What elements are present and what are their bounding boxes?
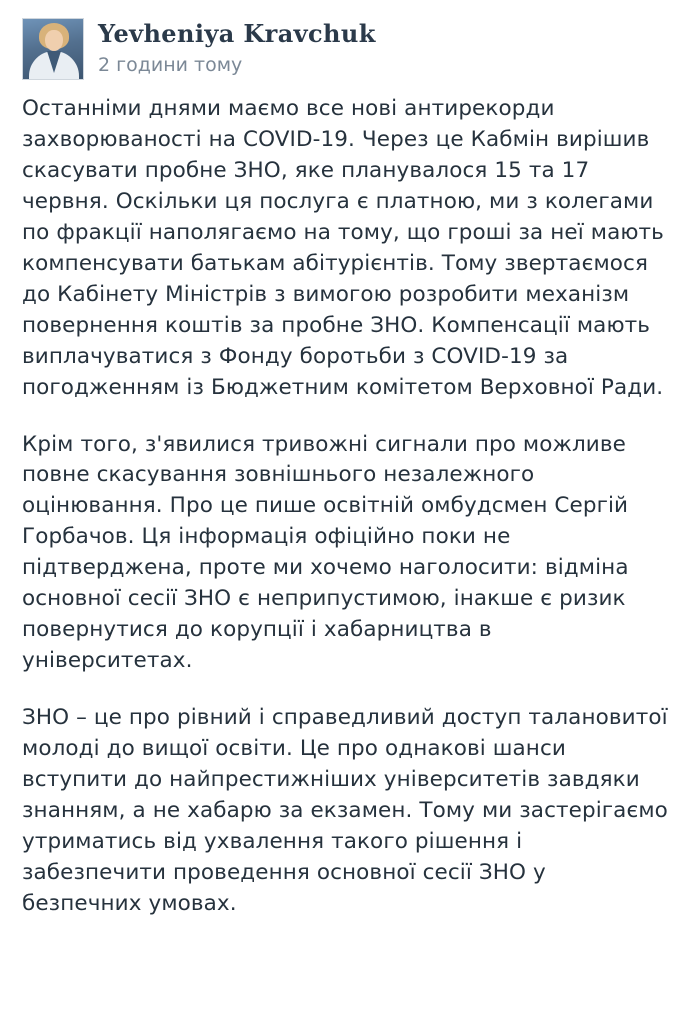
avatar[interactable] <box>22 18 84 80</box>
post-header-text <box>98 18 376 76</box>
post-author-name[interactable]: Yevheniya Kravchuk <box>98 19 376 48</box>
post-timestamp[interactable]: 2 години тому <box>98 53 243 76</box>
post-body <box>22 94 668 920</box>
post-paragraph: ЗНО – це про рівний і справедливий доступ талановитої молоді до вищої освіти. Це про однакові шанси вступити до найпрестижніших університетів завдяки знанням, а не хабарю за екзамен. Тому ми застерігаємо утриматись від ухвалення такого рішення і забезпечити проведення основної сесії ЗНО у безпечних умовах. <box>22 705 668 916</box>
post-header <box>22 18 668 80</box>
post-paragraph: Крім того, з'явилися тривожні сигнали про можливе повне скасування зовнішнього незалежного оцінювання. Про це пише освітній омбудсмен Сергій Горбачов. Ця інформація офіційно поки не підтверджена, проте ми хочемо наголосити: відміна основної сесії ЗНО є неприпустимою, інакше є ризик повернутися до корупції і хабарництва в університетах. <box>22 431 629 674</box>
post-paragraph: Останніми днями маємо все нові антирекорди захворюваності на COVID-19. Через це Кабмін вирішив скасувати пробне ЗНО, яке планувалося 15 та 17 червня. Оскільки ця послуга є платною, ми з колегами по фракції наполягаємо на тому, що гроші за неї мають компенсувати батькам абітурієнтів. Тому звертаємося до Кабінету Міністрів з вимогою розробити механізм повернення коштів за пробне ЗНО. Компенсації мають виплачуватися з Фонду боротьби з COVID-19 за погодженням із Бюджетним комітетом Верховної Ради. <box>22 96 664 400</box>
avatar-face <box>45 30 63 51</box>
